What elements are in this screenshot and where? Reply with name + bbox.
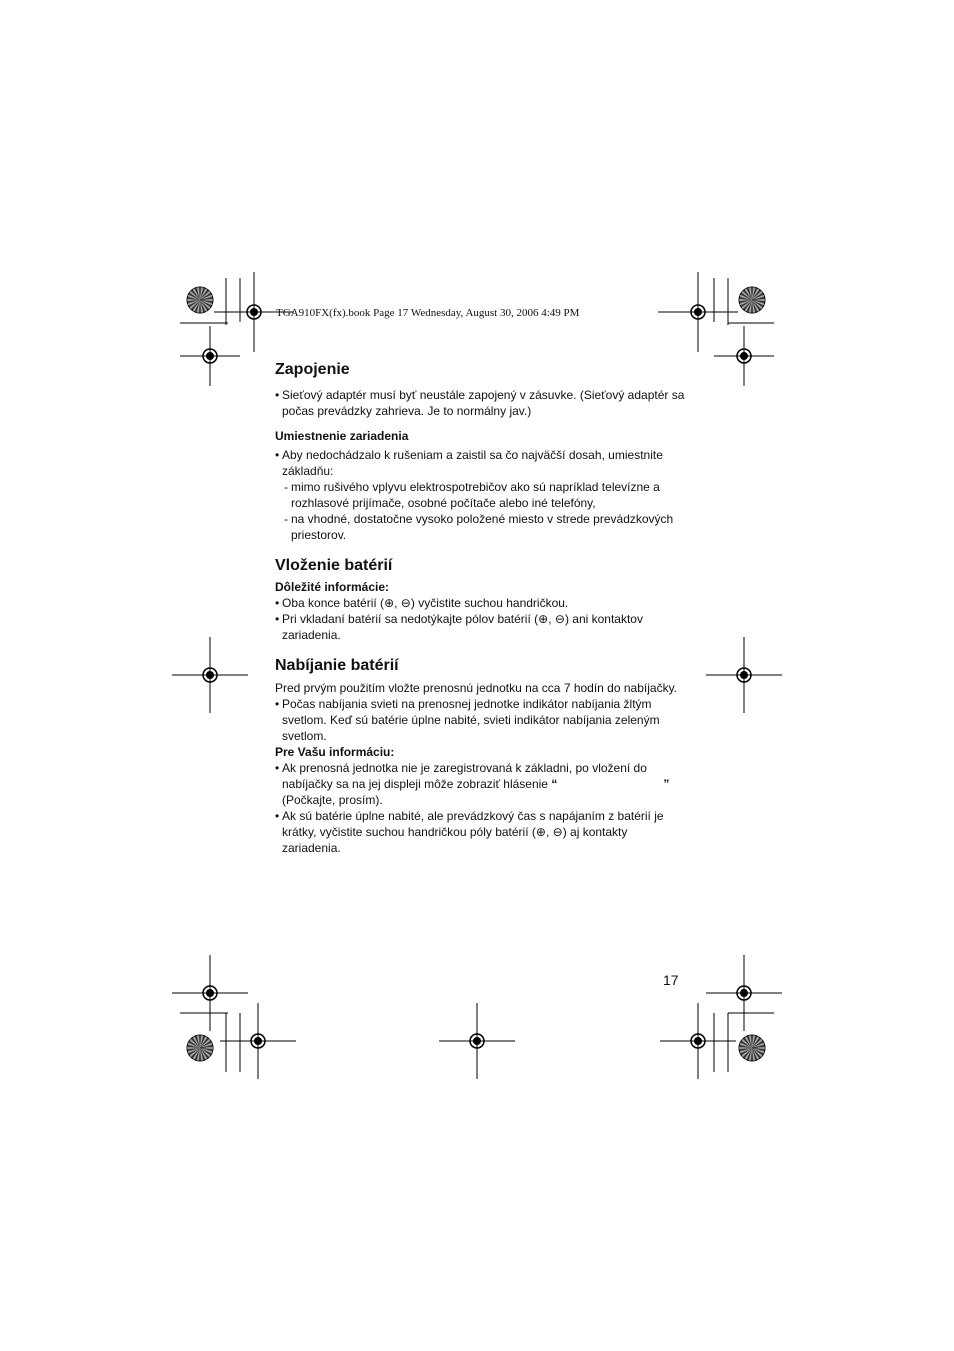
- plus-terminal-icon: ⊕: [384, 596, 395, 610]
- heading-vlozenie: Vloženie batérií: [275, 557, 393, 574]
- plus-terminal-icon: ⊕: [538, 612, 549, 626]
- subheading-pre-vasu: Pre Vašu informáciu:: [275, 745, 395, 759]
- registration-mark: [706, 637, 782, 713]
- color-target-mark: [187, 1035, 213, 1061]
- registration-mark: [172, 637, 248, 713]
- dash-interference: - mimo rušivého vplyvu elektrospotrebičov ako sú napríklad televízne a rozhlasové prijímače, osobné počítače alebo iné telefóny,: [275, 479, 685, 511]
- book-header: TGA910FX(fx).book Page 17 Wednesday, August 30, 2006 4:49 PM: [276, 307, 580, 319]
- heading-zapojenie: Zapojenie: [275, 361, 350, 378]
- plus-terminal-icon: ⊕: [535, 825, 546, 839]
- registration-mark: [172, 955, 248, 1031]
- registration-mark: [660, 1003, 736, 1079]
- bullet-adapter: • Sieťový adaptér musí byť neustále zapojený v zásuvke. (Sieťový adaptér sa počas prevádzky zahrieva. Je to normálny jav.): [275, 387, 685, 419]
- color-target-mark: [739, 1035, 765, 1061]
- color-target-mark: [187, 287, 213, 313]
- bullet-clean-ends: • Oba konce batérií (⊕, ⊖) vyčistite suchou handričkou.: [275, 595, 685, 611]
- bullet-indicator: • Počas nabíjania svieti na prenosnej jednotke indikátor nabíjania žltým svetlom. Keď sú batérie úplne nabité, svieti indikátor nabíjania zeleným svetlom.: [275, 696, 685, 744]
- bullet-placement: • Aby nedochádzalo k rušeniam a zaistil sa čo najväčší dosah, umiestnite základňu:: [275, 447, 685, 479]
- registration-mark: [706, 955, 782, 1031]
- minus-terminal-icon: ⊖: [552, 825, 563, 839]
- registration-mark: [220, 1003, 296, 1079]
- minus-terminal-icon: ⊖: [554, 612, 565, 626]
- charging-intro: Pred prvým použitím vložte prenosnú jednotku na cca 7 hodín do nabíjačky.: [275, 681, 678, 695]
- subheading-umiestnenie: Umiestnenie zariadenia: [275, 429, 409, 443]
- bullet-no-touch: • Pri vkladaní batérií sa nedotýkajte pólov batérií (⊕, ⊖) ani kontaktov zariadenia.: [275, 611, 685, 643]
- registration-mark: [658, 272, 738, 352]
- registration-mark: [439, 1003, 515, 1079]
- registration-mark: [180, 326, 240, 386]
- bullet-not-registered: • Ak prenosná jednotka nie je zaregistrovaná k základni, po vložení do nabíjačky sa na jej displeji môže zobraziť hlásenie “ ” (Počkajte, prosím).: [275, 760, 685, 808]
- heading-nabijanie: Nabíjanie batérií: [275, 657, 399, 674]
- bullet-short-runtime: • Ak sú batérie úplne nabité, ale prevádzkový čas s napájaním z batérií je krátky, vyčistite suchou handričkou póly batérií (⊕, ⊖) aj kontakty zariadenia.: [275, 808, 685, 856]
- minus-terminal-icon: ⊖: [400, 596, 411, 610]
- dash-location: - na vhodné, dostatočne vysoko položené miesto v strede prevádzkových priestorov.: [275, 511, 685, 543]
- page-content: [275, 360, 685, 856]
- color-target-mark: [739, 287, 765, 313]
- registration-mark: [714, 326, 774, 386]
- subheading-dolezite: Dôležité informácie:: [275, 580, 390, 594]
- page-number: 17: [663, 972, 679, 988]
